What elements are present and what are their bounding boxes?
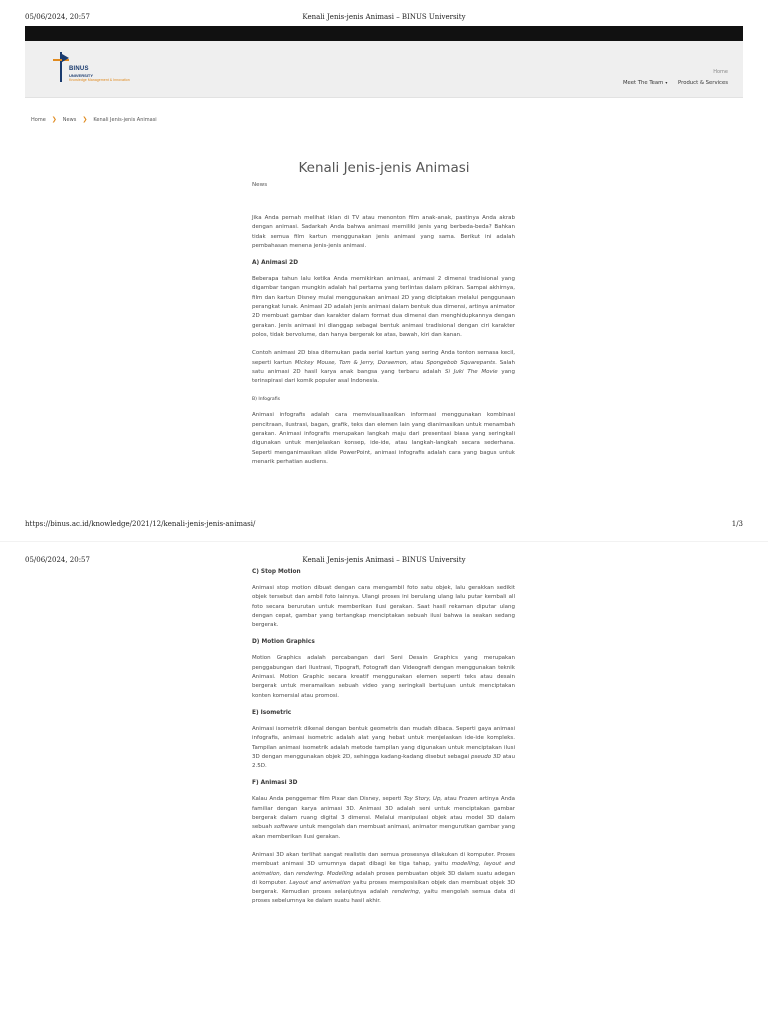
emphasis: rendering <box>296 870 323 877</box>
paragraph-2d-2 <box>252 349 515 386</box>
text-run: adalah proses pembuatan objek 3D dalam suatu adegan di komputer. <box>252 870 515 886</box>
text-run: dan <box>281 870 297 877</box>
emphasis: Toy Story, Up, <box>403 796 443 803</box>
print-page-number: 1/3 <box>731 520 743 528</box>
text-run: , yaitu mengolah semua data di proses sebelumnya ke dalam suatu hasil akhir. <box>252 889 515 905</box>
emphasis: pseudo 3D <box>470 753 501 760</box>
nav-home-link[interactable]: Home <box>713 69 728 75</box>
text-run: Kalau Anda penggemar film Pixar dan Disney, seperti <box>252 796 404 803</box>
breadcrumb-home[interactable]: Home <box>31 117 46 123</box>
text-run: . Salah satu animasi 2D hasil karya anak bangsa yang terbaru adalah <box>252 359 515 375</box>
page-separator <box>0 541 768 542</box>
heading-isometric: E) Isometric <box>252 709 292 716</box>
text-run: Animasi 3D akan terlihat sangat realistis dan semua prosesnya dilakukan di komputer. Proses membuat animasi 3D umumnya dapat dibagi ke tiga tahap, yaitu <box>252 851 515 868</box>
text-run: Contoh animasi 2D bisa ditemukan pada serial kartun yang sering Anda tonton semasa kecil, seperti kartun <box>252 350 515 366</box>
paragraph-2d-1: Beberapa tahun lalu ketika Anda memikirkan animasi, animasi 2 dimensi tradisional yang digambar tangan mungkin adalah hal pertama yang terlintas dalam pikiran. Sampai akhirnya, film dan kartun Disney mulai menggunakan animasi 2D yang diciptakan melalui penggunaan perangkat lunak. Animasi 2D adalah jenis animasi dalam bentuk dua dimensi, artinya animator 2D membuat gambar dan karakter dalam format dua dimensi dan menghidupkannya dengan gerakan. Jenis animasi ini dianggap sebagai bentuk animasi tradisional dengan ciri karakter polos, tidak bervolume, dan hanya bergerak ke atas, bawah, kiri dan kanan. <box>252 276 515 338</box>
emphasis: Mickey Mouse, Tom & Jerry, Doraemon, <box>294 359 409 366</box>
intro-paragraph: Jika Anda pernah melihat iklan di TV atau menonton film anak-anak, pastinya Anda akrab dengan animasi. Sadarkah Anda bahwa animasi memiliki jenis yang berbeda-beda? Bahkan tidak semua film kartun menggunakan jenis animasi yang sama. Berikut ini adalah pembahasan menena jenis-jenis animasi. <box>252 215 515 249</box>
main-menu <box>605 80 728 86</box>
text-run: atau 2.5D. <box>252 753 515 770</box>
logo-subtitle: Knowledge Management & Innovation <box>69 78 130 82</box>
breadcrumb-current: Kenali Jenis-jenis Animasi <box>93 117 157 123</box>
top-bar <box>25 26 743 41</box>
text-run: . <box>322 870 327 877</box>
caret-down-icon: ▾ <box>665 80 668 85</box>
print-doc-title: Kenali Jenis-jenis Animasi – BINUS University <box>302 13 466 21</box>
paragraph-infografis: Animasi infografis adalah cara memvisualisasikan informasi menggunakan kombinasi pencitraan, ilustrasi, bagan, grafik, teks dan elemen lain yang dianimasikan untuk menambah gerakan. Animasi infografis merupakan langkah maju dari presentasi biasa yang seringkali digunakan untuk menjelaskan konsep, ide-ide, atau langkah-langkah secara sederhana. Seperti menganimasikan slide PowerPoint, animasi infografis adalah cara yang bagus untuk menarik perhatian audiens. <box>252 412 515 465</box>
text-run: untuk mengolah dan membuat animasi, animator mengurutkan gambar yang akan memberikan ilusi gerakan. <box>252 824 515 840</box>
heading-animasi-2d: A) Animasi 2D <box>252 260 299 267</box>
breadcrumb-news[interactable]: News <box>62 117 77 123</box>
text-run: artinya Anda familiar dengan karya animasi 3D. Animasi 3D adalah seni untuk menciptakan gambar bergerak dalam ruang digital 3 dimensi. Melalui manipulasi objek atau model 3D dalam sebuah <box>252 796 515 831</box>
emphasis: rendering <box>391 889 419 896</box>
paragraph-stop-motion: Animasi stop motion dibuat dengan cara mengambil foto satu objek, lalu gerakkan sedikit objek tersebut dan ambil foto lainnya. Ulangi proses ini berulang ulang lalu putar kembali all foto secara berurutan untuk memberikan ilusi gerakan. Saat hasil rekaman diputar ulang dengan cepat, gambar yang tertangkap menciptakan sebuah ilusi bahwa ia seakan sedang bergerak. <box>252 585 515 629</box>
menu-item-product-services[interactable]: Product & Services <box>678 80 728 86</box>
article-body-page-1 <box>252 214 515 467</box>
text-run: yaitu proses memposisikan objek dan membuat objek 3D bergerak. Kemudian proses selanjutnya adalah <box>252 879 515 896</box>
emphasis: Layout and animation <box>289 879 351 886</box>
emphasis: modelling, layout and animation, <box>252 861 515 877</box>
paragraph-3d-2 <box>252 851 515 907</box>
emphasis: Si Juki The Movie <box>444 368 498 375</box>
text-run: atau <box>408 359 427 366</box>
emphasis: Modelling <box>326 870 354 877</box>
text-run: yang terinspirasi dari komik populer asal Indonesia. <box>252 368 515 385</box>
logo-university: UNIVERSITY <box>69 73 94 78</box>
article-body-page-2 <box>252 569 515 907</box>
print-doc-title: Kenali Jenis-jenis Animasi – BINUS University <box>302 556 466 564</box>
heading-stop-motion: C) Stop Motion <box>252 569 301 575</box>
menu-item-label: Meet The Team <box>622 80 664 86</box>
emphasis: Frozen <box>458 796 478 803</box>
heading-motion-graphics: D) Motion Graphics <box>252 639 315 646</box>
print-url: https://binus.ac.id/knowledge/2021/12/kenali-jenis-jenis-animasi/ <box>25 520 256 528</box>
breadcrumb <box>31 116 157 123</box>
text-run: Animasi isometrik dikenal dengan bentuk geometris dan mudah dibaca. Seperti gaya animasi infografis, animasi isometric adalah alat yang hebat untuk menjelaskan ide-ide kompleks. Tampilan animasi isometrik adalah metode tampilan yang digunakan untuk menciptakan ilusi 3D dengan menggunakan objek 2D, sehingga kadang-kadang disebut sebagai <box>252 725 515 760</box>
page-title: Kenali Jenis-jenis Animasi <box>298 160 470 177</box>
paragraph-3d-1 <box>252 795 515 841</box>
emphasis: Spongebob Squarepants <box>426 359 496 366</box>
emphasis: software <box>273 824 298 831</box>
heading-infografis: B) Infografis <box>252 397 281 403</box>
article-category[interactable]: News <box>252 182 268 188</box>
menu-item-meet-the-team[interactable] <box>614 80 667 86</box>
chevron-right-icon: ❯ <box>51 116 57 123</box>
chevron-right-icon: ❯ <box>82 116 88 123</box>
site-header <box>25 41 743 98</box>
logo-brand: BINUS <box>69 66 89 72</box>
print-datetime: 05/06/2024, 20:57 <box>25 556 90 564</box>
text-run: atau <box>442 796 459 803</box>
paragraph-motion-graphics: Motion Graphics adalah percabangan dari Seni Desain Graphics yang merupakan penggabungan dari Ilustrasi, Tipografi, Fotografi dan Videografi dengan menggunakan teknik Animasi. Motion Graphic secara kreatif menggunakan elemen seperti teks atau desain bergerak untuk meramaikan sebuah video yang seringkali bertujuan untuk menciptakan konten komersial atau promosi. <box>252 655 515 699</box>
paragraph-isometric <box>252 725 515 771</box>
heading-animasi-3d: F) Animasi 3D <box>252 780 298 787</box>
print-datetime: 05/06/2024, 20:57 <box>25 13 90 21</box>
binus-logo[interactable] <box>53 52 143 92</box>
